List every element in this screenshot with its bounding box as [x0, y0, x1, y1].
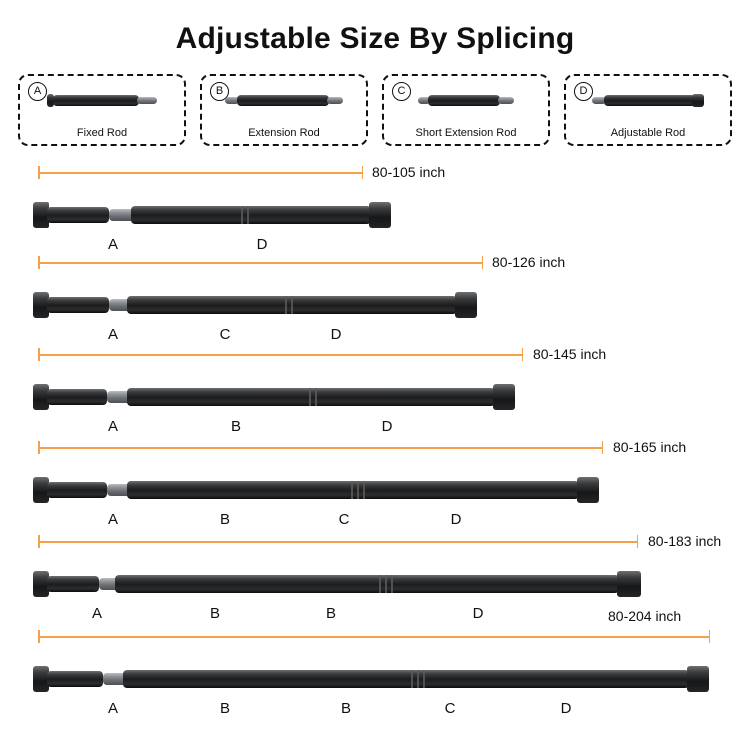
dimension-line-2	[38, 256, 483, 270]
dimension-label-1: 80-105 inch	[372, 164, 446, 180]
segment-label: A	[107, 236, 119, 253]
dimension-line-1	[38, 166, 363, 180]
segment-label: C	[338, 511, 350, 528]
dimension-line-6	[38, 630, 710, 644]
segment-labels-4	[0, 511, 750, 527]
segment-label: A	[107, 511, 119, 528]
segment-label: A	[91, 605, 103, 622]
dimension-line-5	[38, 535, 638, 549]
legend-caption-d: Adjustable Rod	[610, 127, 686, 139]
dimension-line-3	[38, 348, 523, 362]
rod-assembly-5	[33, 569, 645, 599]
legend-tag-d: D	[574, 82, 593, 101]
segment-label: C	[219, 326, 231, 343]
dimension-label-2: 80-126 inch	[492, 254, 566, 270]
dimension-label-5: 80-183 inch	[648, 533, 722, 549]
dimension-label-4: 80-165 inch	[613, 439, 687, 455]
legend-rod-a	[47, 93, 157, 108]
segment-labels-1	[0, 236, 750, 252]
segment-labels-6	[0, 700, 750, 716]
page-title: Adjustable Size By Splicing	[175, 22, 575, 55]
segment-label: B	[340, 700, 352, 717]
segment-label: D	[472, 605, 484, 622]
rod-assembly-1	[33, 200, 393, 230]
segment-label: B	[230, 418, 242, 435]
rod-assembly-3	[33, 382, 520, 412]
dimension-line-4	[38, 441, 603, 455]
legend-caption-b: Extension Rod	[248, 127, 320, 139]
segment-label: C	[444, 700, 456, 717]
segment-label: D	[560, 700, 572, 717]
legend-rod-b	[225, 93, 343, 108]
rod-assembly-2	[33, 290, 481, 320]
segment-label: B	[209, 605, 221, 622]
legend-tag-c: C	[392, 82, 411, 101]
segment-label: D	[450, 511, 462, 528]
dimension-label-3: 80-145 inch	[533, 346, 607, 362]
segment-label: A	[107, 700, 119, 717]
legend-item-a	[18, 74, 186, 146]
legend-item-d	[564, 74, 732, 146]
segment-label: A	[107, 418, 119, 435]
segment-label: D	[330, 326, 342, 343]
segment-labels-3	[0, 418, 750, 434]
legend-item-b	[200, 74, 368, 146]
segment-label: B	[219, 700, 231, 717]
segment-label: B	[325, 605, 337, 622]
legend-caption-a: Fixed Rod	[76, 127, 128, 139]
dimension-label-6: 80-204 inch	[608, 608, 682, 624]
segment-labels-2	[0, 326, 750, 342]
legend-tag-b: B	[210, 82, 229, 101]
rod-assembly-4	[33, 475, 603, 505]
legend-caption-c: Short Extension Rod	[415, 127, 517, 139]
legend-item-c	[382, 74, 550, 146]
legend-rod-d	[592, 93, 704, 108]
legend-tag-a: A	[28, 82, 47, 101]
legend-rod-c	[418, 93, 514, 108]
segment-label: B	[219, 511, 231, 528]
segment-label: A	[107, 326, 119, 343]
segment-label: D	[381, 418, 393, 435]
segment-label: D	[256, 236, 268, 253]
legend-row	[18, 74, 732, 146]
rod-assembly-6	[33, 664, 713, 694]
